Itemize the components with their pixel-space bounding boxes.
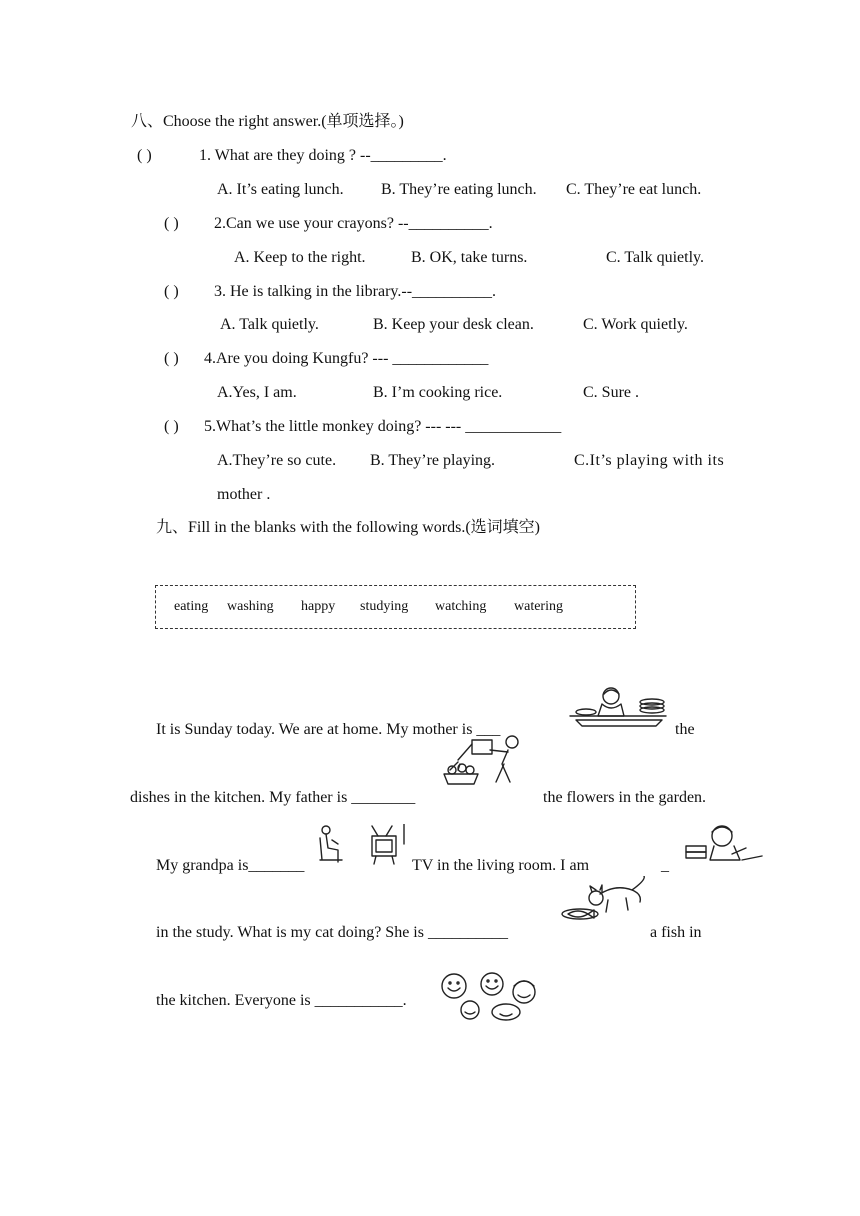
- q5-option-c: C.It’s playing with its: [574, 452, 725, 469]
- q5-option-b: B. They’re playing.: [370, 452, 496, 469]
- word-bank-item: eating: [174, 599, 209, 614]
- q3-option-a: A. Talk quietly.: [220, 316, 319, 333]
- passage-line-3-end: _: [661, 857, 669, 874]
- q4-option-a: A.Yes, I am.: [217, 384, 297, 401]
- q5-option-c-continuation: mother .: [217, 486, 271, 503]
- happy-family-illustration: [434, 970, 542, 1022]
- passage-line-2-end: the flowers in the garden.: [543, 789, 707, 806]
- section-8-title: 八、Choose the right answer.(单项选择。): [131, 113, 404, 130]
- q2-option-b: B. OK, take turns.: [411, 249, 528, 266]
- q2-answer-paren: ( ): [164, 215, 179, 232]
- passage-line-4: in the study. What is my cat doing? She is __________: [156, 924, 508, 941]
- passage-line-3: My grandpa is_______: [156, 857, 305, 874]
- q5-answer-paren: ( ): [164, 418, 179, 435]
- q5-stem: 5.What’s the little monkey doing? --- --- ____________: [204, 418, 562, 435]
- q2-option-c: C. Talk quietly.: [606, 249, 704, 266]
- q4-option-b: B. I’m cooking rice.: [373, 384, 503, 401]
- q1-option-b: B. They’re eating lunch.: [381, 181, 537, 198]
- q3-option-c: C. Work quietly.: [583, 316, 688, 333]
- q1-option-a: A. It’s eating lunch.: [217, 181, 344, 198]
- word-bank-item: happy: [301, 599, 336, 614]
- q1-stem: 1. What are they doing ? --_________.: [199, 147, 447, 164]
- word-bank-item: studying: [360, 599, 409, 614]
- word-bank-item: watching: [435, 599, 487, 614]
- q1-answer-paren: ( ): [137, 147, 152, 164]
- q1-option-c: C. They’re eat lunch.: [566, 181, 702, 198]
- passage-line-4-end: a fish in: [650, 924, 702, 941]
- watching-tv-illustration: [316, 824, 408, 868]
- studying-illustration: [682, 822, 766, 864]
- q2-stem: 2.Can we use your crayons? --__________.: [214, 215, 493, 232]
- q3-option-b: B. Keep your desk clean.: [373, 316, 534, 333]
- word-bank-item: washing: [227, 599, 274, 614]
- word-bank-item: watering: [514, 599, 563, 614]
- passage-line-1: It is Sunday today. We are at home. My mother is ___: [156, 721, 501, 738]
- cat-eating-fish-illustration: [560, 876, 652, 922]
- passage-line-3-middle: TV in the living room. I am: [412, 857, 590, 874]
- section-9-title: 九、Fill in the blanks with the following words.(选词填空): [156, 519, 540, 536]
- passage-line-1-end: the: [675, 721, 695, 738]
- q3-answer-paren: ( ): [164, 283, 179, 300]
- passage-line-2: dishes in the kitchen. My father is ________: [130, 789, 416, 806]
- watering-flowers-illustration: [438, 730, 534, 786]
- passage-line-5: the kitchen. Everyone is ___________.: [156, 992, 407, 1009]
- washing-dishes-illustration: [566, 686, 672, 734]
- q4-answer-paren: ( ): [164, 350, 179, 367]
- word-bank-box: [155, 585, 636, 629]
- q4-stem: 4.Are you doing Kungfu? --- ____________: [204, 350, 489, 367]
- q3-stem: 3. He is talking in the library.--__________.: [214, 283, 497, 300]
- q4-option-c: C. Sure .: [583, 384, 639, 401]
- q5-option-a: A.They’re so cute.: [217, 452, 337, 469]
- q2-option-a: A. Keep to the right.: [234, 249, 366, 266]
